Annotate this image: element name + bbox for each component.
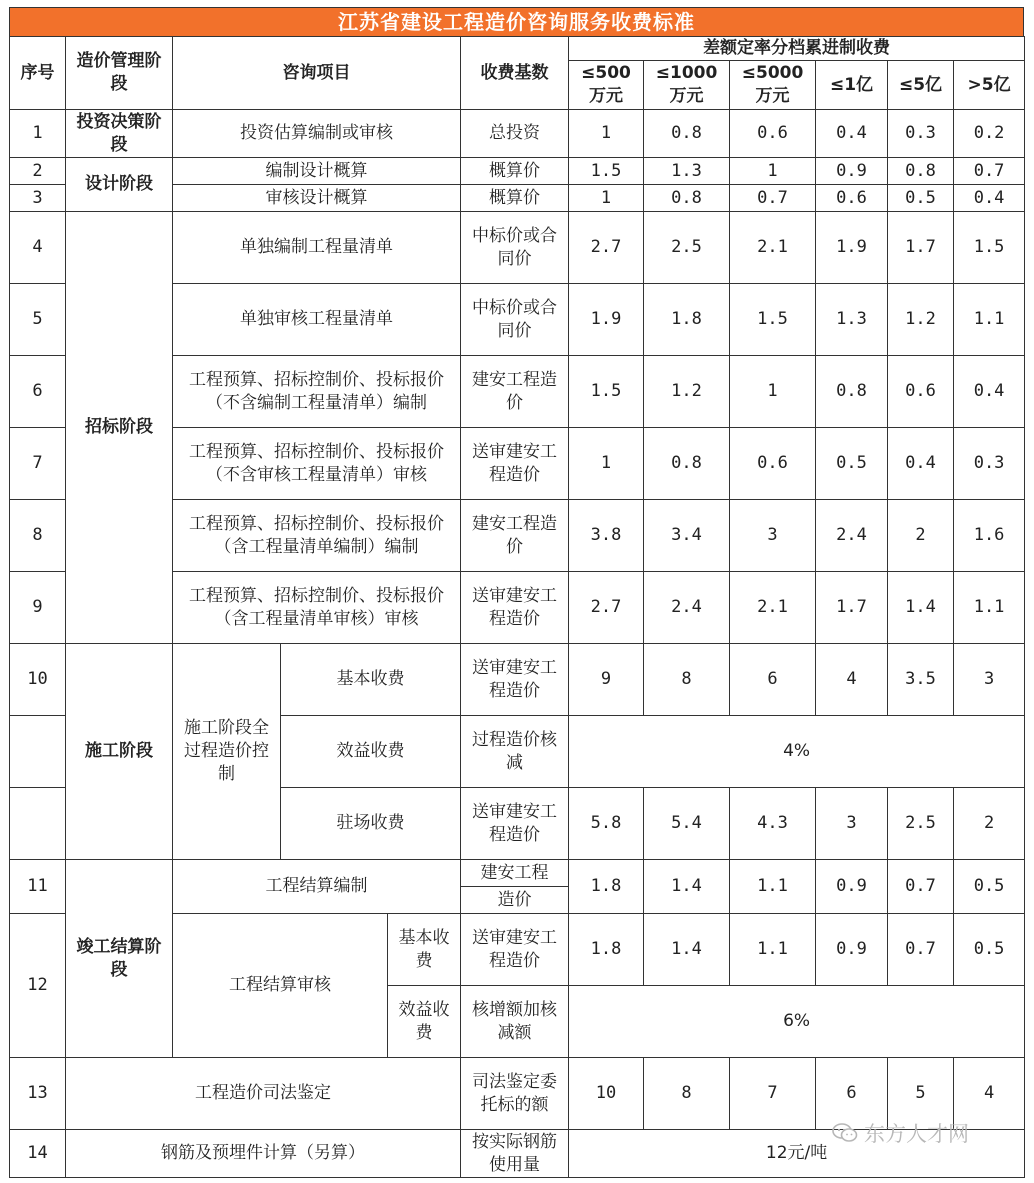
header-seq: 序号 (10, 37, 66, 110)
row-no: 12 (10, 914, 66, 1058)
rate-cell: 3 (816, 788, 888, 860)
rate-cell: 3 (730, 500, 816, 572)
row-base: 送审建安工程造价 (461, 428, 569, 500)
watermark-text: 东方人才网 (864, 1122, 969, 1146)
rate-cell: 1.8 (569, 860, 644, 914)
row-item: 工程结算编制 (173, 860, 461, 914)
stage-label: 投资决策阶段 (66, 110, 173, 158)
row-item: 工程造价司法鉴定 (66, 1058, 461, 1130)
row-no: 9 (10, 572, 66, 644)
header-base: 收费基数 (461, 37, 569, 110)
rate-cell: 1.3 (644, 158, 730, 185)
rate-cell: 1.4 (644, 860, 730, 914)
row-item: 工程结算审核 (173, 914, 388, 1058)
fee-type-label: 效益收费 (388, 986, 461, 1058)
row-item: 审核设计概算 (173, 185, 461, 212)
row-no: 1 (10, 110, 66, 158)
rate-cell: 0.3 (888, 110, 954, 158)
row-item: 投资估算编制或审核 (173, 110, 461, 158)
rate-cell: 0.7 (954, 158, 1025, 185)
rate-cell: 1.8 (644, 284, 730, 356)
rate-cell: 0.5 (888, 185, 954, 212)
rate-cell: 1.7 (816, 572, 888, 644)
rate-cell: 4 (816, 644, 888, 716)
row-no: 5 (10, 284, 66, 356)
rate-cell: 1.5 (569, 158, 644, 185)
row-no-empty (10, 788, 66, 860)
rate-cell: 4 (954, 1058, 1025, 1130)
rate-cell: 1.6 (954, 500, 1025, 572)
rate-cell: 1.4 (888, 572, 954, 644)
rate-cell: 9 (569, 644, 644, 716)
row-base: 送审建安工程造价 (461, 788, 569, 860)
wechat-icon (832, 1122, 858, 1144)
row-base: 核增额加核减额 (461, 986, 569, 1058)
row-base: 建安工程造价 (461, 356, 569, 428)
rate-cell: 0.7 (888, 860, 954, 914)
rate-cell: 1.9 (569, 284, 644, 356)
rate-cell: 1.5 (569, 356, 644, 428)
rate-cell: 2 (888, 500, 954, 572)
row-item: 工程预算、招标控制价、投标报价（不含审核工程量清单）审核 (173, 428, 461, 500)
rate-cell: 2.7 (569, 572, 644, 644)
row-item: 单独编制工程量清单 (173, 212, 461, 284)
fee-type-label: 效益收费 (281, 716, 461, 788)
rate-cell: 1.2 (644, 356, 730, 428)
flat-rate-cell: 4% (569, 716, 1025, 788)
rate-cell: 1.1 (730, 860, 816, 914)
table-row (10, 644, 1025, 716)
rate-cell: 1 (730, 158, 816, 185)
rate-cell: 0.4 (954, 356, 1025, 428)
fee-type-label: 基本收费 (388, 914, 461, 986)
rate-cell: 0.2 (954, 110, 1025, 158)
rate-cell: 2.5 (888, 788, 954, 860)
construction-group: 施工阶段全过程造价控制 (173, 644, 281, 860)
stage-label: 招标阶段 (66, 212, 173, 644)
rate-cell: 0.6 (730, 110, 816, 158)
rate-cell: 2.1 (730, 212, 816, 284)
rate-cell: 1.5 (954, 212, 1025, 284)
rate-cell: 2.5 (644, 212, 730, 284)
rate-cell: 0.6 (888, 356, 954, 428)
table-row (10, 158, 1025, 185)
rate-cell: 6 (816, 1058, 888, 1130)
row-no: 11 (10, 860, 66, 914)
rate-cell: 2.1 (730, 572, 816, 644)
fee-table-frame (9, 7, 1024, 1178)
table-row (10, 860, 1025, 887)
row-base: 送审建安工程造价 (461, 914, 569, 986)
row-item: 工程预算、招标控制价、投标报价（含工程量清单编制）编制 (173, 500, 461, 572)
table-row (10, 212, 1025, 284)
rate-cell: 1.1 (954, 572, 1025, 644)
row-base: 建安工程 (461, 860, 569, 887)
rate-cell: 5 (888, 1058, 954, 1130)
row-no: 7 (10, 428, 66, 500)
rate-cell: 5.4 (644, 788, 730, 860)
rate-cell: 1 (569, 428, 644, 500)
rate-cell: 5.8 (569, 788, 644, 860)
header-tier: >5亿 (954, 61, 1025, 110)
rate-cell: 1 (730, 356, 816, 428)
header-tier: ≤5亿 (888, 61, 954, 110)
rate-cell: 1.2 (888, 284, 954, 356)
row-base: 概算价 (461, 185, 569, 212)
row-base: 中标价或合同价 (461, 212, 569, 284)
rate-cell: 0.7 (730, 185, 816, 212)
rate-cell: 3.4 (644, 500, 730, 572)
rate-cell: 0.5 (816, 428, 888, 500)
stage-label: 竣工结算阶段 (66, 860, 173, 1058)
rate-cell: 2 (954, 788, 1025, 860)
flat-rate-cell: 12元/吨 (569, 1130, 1025, 1178)
rate-cell: 1.7 (888, 212, 954, 284)
rate-cell: 2.4 (644, 572, 730, 644)
header-tiers-title: 差额定率分档累进制收费 (569, 37, 1025, 61)
rate-cell: 8 (644, 644, 730, 716)
header-tier: ≤1000万元 (644, 61, 730, 110)
rate-cell: 0.5 (954, 914, 1025, 986)
rate-cell: 2.7 (569, 212, 644, 284)
rate-cell: 0.3 (954, 428, 1025, 500)
rate-cell: 6 (730, 644, 816, 716)
header-item: 咨询项目 (173, 37, 461, 110)
row-base: 总投资 (461, 110, 569, 158)
rate-cell: 0.8 (816, 356, 888, 428)
rate-cell: 1.3 (816, 284, 888, 356)
row-no: 4 (10, 212, 66, 284)
fee-type-label: 驻场收费 (281, 788, 461, 860)
rate-cell: 7 (730, 1058, 816, 1130)
row-no: 6 (10, 356, 66, 428)
rate-cell: 0.4 (816, 110, 888, 158)
rate-cell: 1 (569, 185, 644, 212)
rate-cell: 1.9 (816, 212, 888, 284)
header-tier: ≤500万元 (569, 61, 644, 110)
rate-cell: 0.9 (816, 914, 888, 986)
header-row-1 (10, 37, 1025, 61)
rate-cell: 2.4 (816, 500, 888, 572)
rate-cell: 1 (569, 110, 644, 158)
table-row (10, 110, 1025, 158)
stage-label: 施工阶段 (66, 644, 173, 860)
rate-cell: 0.9 (816, 158, 888, 185)
rate-cell: 3.5 (888, 644, 954, 716)
row-base: 概算价 (461, 158, 569, 185)
rate-cell: 3 (954, 644, 1025, 716)
rate-cell: 1.4 (644, 914, 730, 986)
rate-cell: 0.9 (816, 860, 888, 914)
row-item: 工程预算、招标控制价、投标报价（不含编制工程量清单）编制 (173, 356, 461, 428)
rate-cell: 4.3 (730, 788, 816, 860)
table-title: 江苏省建设工程造价咨询服务收费标准 (9, 7, 1024, 36)
stage-label: 设计阶段 (66, 158, 173, 212)
row-no: 3 (10, 185, 66, 212)
row-no: 10 (10, 644, 66, 716)
watermark (832, 1118, 969, 1148)
rate-cell: 0.8 (644, 428, 730, 500)
row-base: 中标价或合同价 (461, 284, 569, 356)
row-no-empty (10, 716, 66, 788)
row-no: 8 (10, 500, 66, 572)
header-tier: ≤1亿 (816, 61, 888, 110)
row-item: 编制设计概算 (173, 158, 461, 185)
rate-cell: 0.5 (954, 860, 1025, 914)
row-base: 送审建安工程造价 (461, 572, 569, 644)
row-item: 单独审核工程量清单 (173, 284, 461, 356)
rate-cell: 0.6 (816, 185, 888, 212)
row-base: 造价 (461, 887, 569, 914)
row-base: 送审建安工程造价 (461, 644, 569, 716)
row-no: 14 (10, 1130, 66, 1178)
row-base: 建安工程造价 (461, 500, 569, 572)
rate-cell: 1.5 (730, 284, 816, 356)
header-tier: ≤5000万元 (730, 61, 816, 110)
row-base: 过程造价核减 (461, 716, 569, 788)
rate-cell: 0.8 (644, 185, 730, 212)
rate-cell: 3.8 (569, 500, 644, 572)
row-no: 2 (10, 158, 66, 185)
rate-cell: 0.7 (888, 914, 954, 986)
rate-cell: 1.1 (730, 914, 816, 986)
rate-cell: 0.8 (888, 158, 954, 185)
rate-cell: 0.8 (644, 110, 730, 158)
rate-cell: 10 (569, 1058, 644, 1130)
fee-type-label: 基本收费 (281, 644, 461, 716)
rate-cell: 0.6 (730, 428, 816, 500)
rate-cell: 1.1 (954, 284, 1025, 356)
header-stage: 造价管理阶段 (66, 37, 173, 110)
flat-rate-cell: 6% (569, 986, 1025, 1058)
rate-cell: 8 (644, 1058, 730, 1130)
rate-cell: 1.8 (569, 914, 644, 986)
row-item: 钢筋及预埋件计算（另算） (66, 1130, 461, 1178)
fee-table (9, 36, 1025, 1178)
row-base: 司法鉴定委托标的额 (461, 1058, 569, 1130)
row-base: 按实际钢筋使用量 (461, 1130, 569, 1178)
row-no: 13 (10, 1058, 66, 1130)
rate-cell: 0.4 (888, 428, 954, 500)
rate-cell: 0.4 (954, 185, 1025, 212)
row-item: 工程预算、招标控制价、投标报价（含工程量清单审核）审核 (173, 572, 461, 644)
